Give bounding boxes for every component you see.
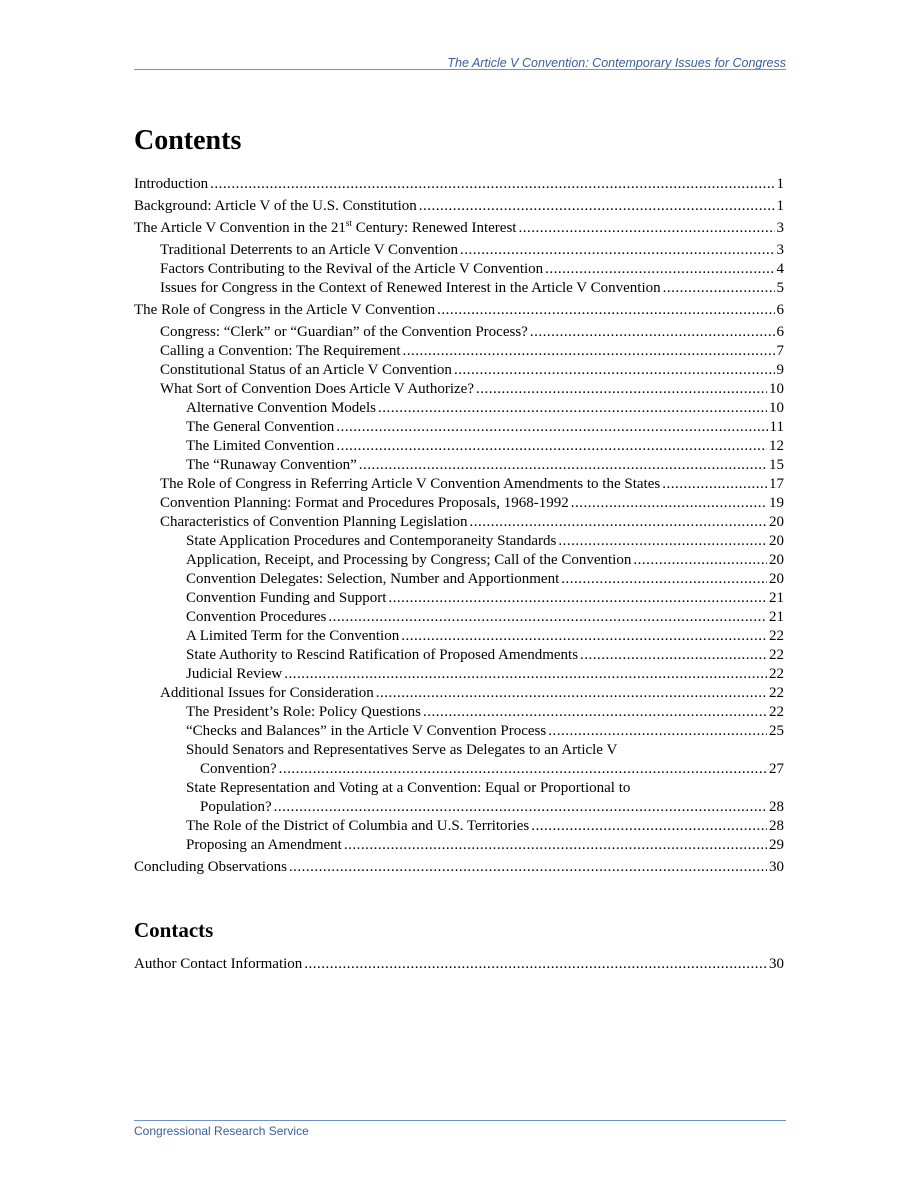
toc-label-line: State Representation and Voting at a Convention: Equal or Proportional to bbox=[186, 780, 631, 796]
toc-entry-state-application[interactable] bbox=[134, 532, 784, 551]
toc-entry-role-of-congress[interactable] bbox=[134, 301, 784, 320]
toc-entry-limited-term[interactable] bbox=[134, 627, 784, 646]
toc-leader bbox=[274, 798, 767, 817]
toc-label-part: Century: Renewed Interest bbox=[351, 220, 517, 236]
toc-leader bbox=[633, 551, 767, 570]
toc-label: Characteristics of Convention Planning Legislation bbox=[160, 514, 468, 530]
toc-page: 22 bbox=[769, 704, 784, 720]
toc-label: Constitutional Status of an Article V Convention bbox=[160, 362, 452, 378]
toc-leader bbox=[530, 323, 775, 342]
toc-label: The General Convention bbox=[186, 419, 335, 435]
toc-entry-application-receipt[interactable] bbox=[134, 551, 784, 570]
toc-label: Issues for Congress in the Context of Renewed Interest in the Article V Convention bbox=[160, 280, 661, 296]
toc-label-superscript: st bbox=[345, 218, 352, 228]
toc-label: Population? bbox=[200, 799, 272, 815]
toc-leader bbox=[403, 342, 775, 361]
toc-page: 28 bbox=[769, 799, 784, 815]
toc-page: 20 bbox=[769, 552, 784, 568]
toc-leader bbox=[210, 175, 774, 194]
toc-label: Concluding Observations bbox=[134, 859, 287, 875]
toc-leader bbox=[344, 836, 767, 855]
toc-label: Convention Funding and Support bbox=[186, 590, 387, 606]
table-of-contents bbox=[134, 175, 784, 877]
toc-page: 15 bbox=[769, 457, 784, 473]
toc-label: “Checks and Balances” in the Article V Convention Process bbox=[186, 723, 547, 739]
toc-label: Judicial Review bbox=[186, 666, 283, 682]
toc-entry-proposing-amendment[interactable] bbox=[134, 836, 784, 855]
toc-label: State Application Procedures and Contemporaneity Standards bbox=[186, 533, 557, 549]
toc-label: The “Runaway Convention” bbox=[186, 457, 357, 473]
toc-label: Background: Article V of the U.S. Constitution bbox=[134, 198, 417, 214]
toc-page: 1 bbox=[776, 198, 784, 214]
toc-page: 7 bbox=[776, 343, 784, 359]
toc-leader bbox=[401, 627, 767, 646]
toc-label: State Authority to Rescind Ratification of Proposed Amendments bbox=[186, 647, 579, 663]
toc-leader bbox=[376, 684, 767, 703]
toc-page: 29 bbox=[769, 837, 784, 853]
running-header: The Article V Convention: Contemporary Issues for Congress bbox=[447, 56, 786, 70]
toc-label: Congress: “Clerk” or “Guardian” of the Convention Process? bbox=[160, 324, 528, 340]
toc-leader bbox=[328, 608, 767, 627]
contacts-title: Contacts bbox=[134, 918, 214, 942]
toc-page: 10 bbox=[769, 400, 784, 416]
toc-entry-state-representation[interactable] bbox=[134, 779, 784, 817]
contents-title: Contents bbox=[134, 125, 242, 156]
toc-leader bbox=[289, 858, 767, 877]
toc-label-continuation bbox=[134, 798, 784, 817]
toc-entry-planning-legislation[interactable] bbox=[134, 513, 784, 532]
toc-leader bbox=[531, 817, 767, 836]
toc-page: 17 bbox=[769, 476, 784, 492]
toc-page: 21 bbox=[769, 609, 784, 625]
toc-page: 22 bbox=[769, 666, 784, 682]
toc-label: Calling a Convention: The Requirement bbox=[160, 343, 401, 359]
toc-label: Alternative Convention Models bbox=[186, 400, 376, 416]
toc-entry-calling-convention[interactable] bbox=[134, 342, 784, 361]
toc-page: 22 bbox=[769, 628, 784, 644]
toc-page: 21 bbox=[769, 590, 784, 606]
toc-leader bbox=[284, 665, 767, 684]
toc-label: The Role of the District of Columbia and U.S. Territories bbox=[186, 818, 530, 834]
toc-page: 6 bbox=[776, 324, 784, 340]
toc-entry-issues-for-congress[interactable] bbox=[134, 279, 784, 298]
toc-page: 30 bbox=[769, 859, 784, 875]
toc-entry-senators-delegates[interactable] bbox=[134, 741, 784, 779]
toc-label: Additional Issues for Consideration bbox=[160, 685, 374, 701]
toc-label: Application, Receipt, and Processing by Congress; Call of the Convention bbox=[186, 552, 632, 568]
toc-label: Proposing an Amendment bbox=[186, 837, 342, 853]
toc-page: 12 bbox=[769, 438, 784, 454]
toc-label-line: Should Senators and Representatives Serve as Delegates to an Article V bbox=[186, 742, 618, 758]
toc-leader bbox=[545, 260, 774, 279]
toc-entry-presidents-role[interactable] bbox=[134, 703, 784, 722]
toc-entry-constitutional-status[interactable] bbox=[134, 361, 784, 380]
toc-page: 9 bbox=[776, 362, 784, 378]
toc-entry-clerk-or-guardian[interactable] bbox=[134, 323, 784, 342]
toc-leader bbox=[279, 760, 767, 779]
toc-leader bbox=[388, 589, 767, 608]
toc-leader bbox=[336, 418, 767, 437]
toc-label: Traditional Deterrents to an Article V Convention bbox=[160, 242, 459, 258]
toc-page: 10 bbox=[769, 381, 784, 397]
toc-entry-convention-procedures[interactable] bbox=[134, 608, 784, 627]
toc-leader bbox=[359, 456, 767, 475]
toc-label bbox=[134, 219, 516, 238]
toc-page: 3 bbox=[776, 242, 784, 258]
header-rule bbox=[134, 69, 786, 70]
toc-label: Convention? bbox=[200, 761, 277, 777]
toc-label: What Sort of Convention Does Article V Authorize? bbox=[160, 381, 474, 397]
toc-entry-concluding-observations[interactable] bbox=[134, 858, 784, 877]
toc-entry-referring-amendments[interactable] bbox=[134, 475, 784, 494]
toc-page: 25 bbox=[769, 723, 784, 739]
toc-entry-introduction[interactable] bbox=[134, 175, 784, 194]
toc-leader bbox=[571, 494, 767, 513]
toc-entry-author-contact[interactable] bbox=[134, 955, 784, 974]
toc-label: Factors Contributing to the Revival of the Article V Convention bbox=[160, 261, 544, 277]
toc-leader bbox=[548, 722, 767, 741]
footer-rule bbox=[134, 1120, 786, 1121]
toc-leader bbox=[476, 380, 767, 399]
toc-entry-background[interactable] bbox=[134, 197, 784, 216]
toc-page: 27 bbox=[769, 761, 784, 777]
toc-label: Convention Procedures bbox=[186, 609, 327, 625]
toc-page: 20 bbox=[769, 533, 784, 549]
toc-page: 22 bbox=[769, 647, 784, 663]
toc-leader bbox=[469, 513, 767, 532]
toc-entry-additional-issues[interactable] bbox=[134, 684, 784, 703]
toc-leader bbox=[558, 532, 767, 551]
toc-label: Introduction bbox=[134, 176, 209, 192]
toc-page: 19 bbox=[769, 495, 784, 511]
toc-leader bbox=[437, 301, 774, 320]
toc-entry-what-sort[interactable] bbox=[134, 380, 784, 399]
toc-entry-district-of-columbia[interactable] bbox=[134, 817, 784, 836]
toc-leader bbox=[460, 241, 774, 260]
toc-page: 20 bbox=[769, 571, 784, 587]
toc-label: Convention Planning: Format and Procedures Proposals, 1968-1992 bbox=[160, 495, 569, 511]
toc-label-part: The Article V Convention in the 21 bbox=[134, 220, 346, 236]
toc-leader bbox=[336, 437, 767, 456]
toc-entry-runaway-convention[interactable] bbox=[134, 456, 784, 475]
toc-page: 5 bbox=[776, 280, 784, 296]
toc-page: 11 bbox=[769, 419, 784, 435]
toc-entry-convention-delegates[interactable] bbox=[134, 570, 784, 589]
toc-entry-judicial-review[interactable] bbox=[134, 665, 784, 684]
toc-entry-factors-revival[interactable] bbox=[134, 260, 784, 279]
toc-page: 6 bbox=[776, 302, 784, 318]
footer-org: Congressional Research Service bbox=[134, 1124, 309, 1138]
toc-entry-convention-planning[interactable] bbox=[134, 494, 784, 513]
toc-leader bbox=[518, 219, 774, 238]
toc-label: The Limited Convention bbox=[186, 438, 335, 454]
toc-page: 30 bbox=[769, 956, 784, 972]
toc-page: 22 bbox=[769, 685, 784, 701]
toc-leader bbox=[580, 646, 767, 665]
toc-leader bbox=[378, 399, 767, 418]
toc-leader bbox=[423, 703, 767, 722]
toc-label: The Role of Congress in the Article V Convention bbox=[134, 302, 436, 318]
toc-entry-checks-balances[interactable] bbox=[134, 722, 784, 741]
toc-entry-general-convention[interactable] bbox=[134, 418, 784, 437]
contacts-list bbox=[134, 955, 784, 974]
toc-label: The President’s Role: Policy Questions bbox=[186, 704, 421, 720]
toc-label-continuation bbox=[134, 760, 784, 779]
toc-entry-limited-convention[interactable] bbox=[134, 437, 784, 456]
toc-entry-21st-century[interactable] bbox=[134, 219, 784, 238]
toc-entry-alternative-models[interactable] bbox=[134, 399, 784, 418]
toc-label: Author Contact Information bbox=[134, 956, 303, 972]
toc-leader bbox=[662, 475, 767, 494]
toc-leader bbox=[454, 361, 775, 380]
toc-page: 3 bbox=[776, 220, 784, 236]
toc-leader bbox=[663, 279, 775, 298]
toc-entry-convention-funding[interactable] bbox=[134, 589, 784, 608]
toc-label: The Role of Congress in Referring Article V Convention Amendments to the States bbox=[160, 476, 661, 492]
toc-entry-traditional-deterrents[interactable] bbox=[134, 241, 784, 260]
toc-leader bbox=[304, 955, 767, 974]
toc-page: 1 bbox=[776, 176, 784, 192]
toc-leader bbox=[561, 570, 767, 589]
toc-leader bbox=[419, 197, 775, 216]
toc-page: 4 bbox=[776, 261, 784, 277]
toc-label: A Limited Term for the Convention bbox=[186, 628, 400, 644]
toc-page: 28 bbox=[769, 818, 784, 834]
toc-entry-rescind-ratification[interactable] bbox=[134, 646, 784, 665]
toc-page: 20 bbox=[769, 514, 784, 530]
toc-label: Convention Delegates: Selection, Number and Apportionment bbox=[186, 571, 560, 587]
